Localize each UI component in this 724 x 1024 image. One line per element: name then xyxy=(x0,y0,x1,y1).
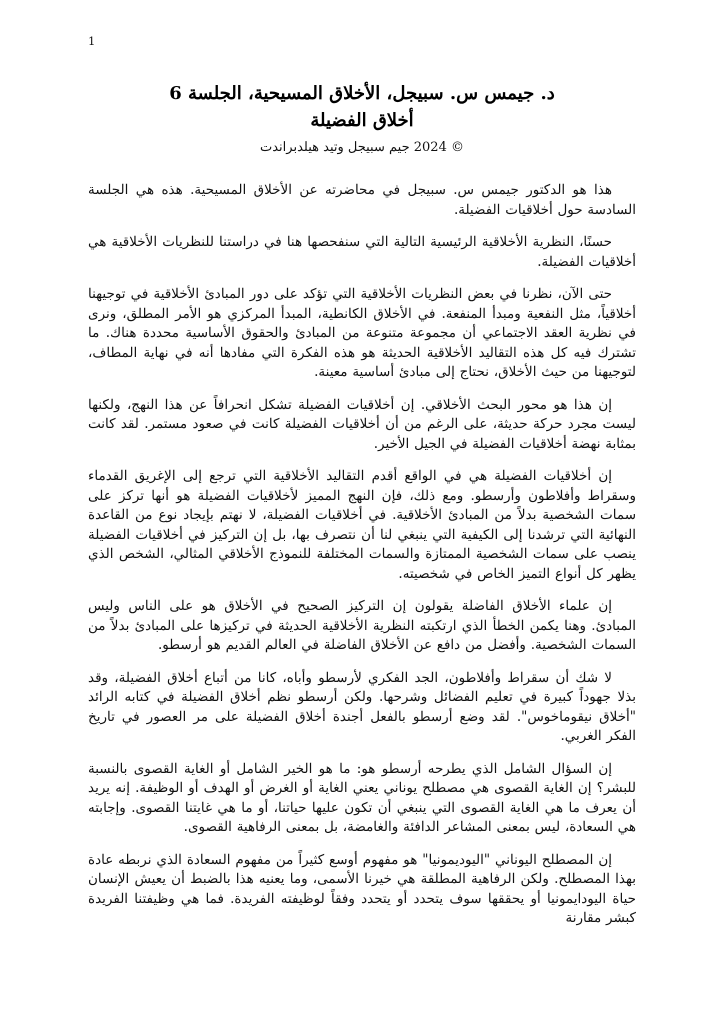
document-body xyxy=(88,181,636,929)
page-number: 1 xyxy=(88,34,96,48)
document-title: د. جيمس س. سبيجل، الأخلاق المسيحية، الجلسة 6 xyxy=(169,83,555,104)
paragraph: لا شك أن سقراط وأفلاطون، الجد الفكري لأرسطو وأباه، كانا من أتباع أخلاق الفضيلة، وقد بذلا جهوداً كبيرة في تعليم الفضائل وشرحها. ولكن أرسطو نظم أخلاق الفضيلة في كتابه الرائد "أخلاق نيقوماخوس". لقد وضع أرسطو بالفعل أجندة أخلاق الفضيلة على مر العصور في تاريخ الفكر الغربي. xyxy=(88,669,636,745)
paragraph: حسنًا، النظرية الأخلاقية الرئيسية التالية التي سنفحصها هنا في دراستنا للنظريات الأخلاقية هي أخلاقيات الفضيلة. xyxy=(88,234,636,270)
paragraph: إن علماء الأخلاق الفاضلة يقولون إن التركيز الصحيح في الأخلاق هو على الناس وليس المبادئ. وهنا يكمن الخطأ الذي ارتكبته النظرية الأخلاقية الحديثة في تركيزها على المبادئ بدلاً من السمات الشخصية. وأفضل من دافع عن الأخلاق الفاضلة في العالم القديم هو أرسطو. xyxy=(88,598,636,654)
paragraph: هذا هو الدكتور جيمس س. سبيجل في محاضرته عن الأخلاق المسيحية. هذه هي الجلسة السادسة حول أخلاقيات الفضيلة. xyxy=(88,182,636,218)
document-subtitle: أخلاق الفضيلة xyxy=(310,109,414,131)
paragraph: إن المصطلح اليوناني "اليوديمونيا" هو مفهوم أوسع كثيراً من مفهوم السعادة الذي نربطه عادة بهذا المصطلح. ولكن الرفاهية المطلقة هي خيرنا الأسمى، وما يعنيه هذا بالضبط أن يعيش الإنسان حياة اليودايمونيا أو يحققها سوف يتحدد أو يتحدد وفقاً لوظيفته الفريدة. فما هي وظيفتنا الفريدة كبشر مقارنة xyxy=(88,851,636,927)
copyright-line: © 2024 جيم سبيجل وتيد هيلدبراندت xyxy=(260,140,464,156)
paragraph: حتى الآن، نظرنا في بعض النظريات الأخلاقية التي تؤكد على دور المبادئ الأخلاقية في توجيهنا أخلاقياً، مثل النفعية ومبدأ المنفعة. في الأخلاق الكانطية، المبدأ المركزي هو الأمر المطلق، ونرى في نظرية العقد الاجتماعي أن مجموعة متنوعة من المبادئ والحقوق الأساسية محددة هناك. ما تشترك فيه كل هذه التقاليد الأخلاقية الحديثة هو هذه الفكرة التي مفادها أنه في نهاية المطاف، لتوجيهنا من حيث الأخلاق، نحتاج إلى مبادئ أساسية معينة. xyxy=(88,286,636,381)
paragraph: إن هذا هو محور البحث الأخلاقي. إن أخلاقيات الفضيلة تشكل انحرافاً عن هذا النهج، ولكنها ليست مجرد حركة حديثة، على الرغم من أن أخلاقيات الفضيلة كانت في صعود مستمر. لقد كانت بمثابة نهضة أخلاقيات الفضيلة في الجيل الأخير. xyxy=(88,396,636,452)
paragraph: إن السؤال الشامل الذي يطرحه أرسطو هو: ما هو الخير الشامل أو الغاية القصوى بالنسبة للبشر؟ إن الغاية القصوى هي مصطلح يوناني يعني الغاية أو الغرض أو الهدف أو الوظيفة. إنه يريد أن يعرف ما هي الغاية القصوى التي ينبغي أن تكون عليها حياتنا، أو ما هي غايتنا القصوى. وإجابته هي السعادة، ليس بمعنى المشاعر الدافئة والغامضة، بل بمعنى الرفاهية القصوى. xyxy=(88,760,636,836)
paragraph: إن أخلاقيات الفضيلة هي في الواقع أقدم التقاليد الأخلاقية التي ترجع إلى الإغريق القدماء وسقراط وأفلاطون وأرسطو. ومع ذلك، فإن النهج المميز لأخلاقيات الفضيلة هو أنها تركز على سمات الشخصية بدلاً من المبادئ الأخلاقية. في أخلاقيات الفضيلة، لا نهتم بإيجاد نوع من القاعدة النهائية التي ترشدنا إلى الكيفية التي ينبغي لنا أن نتصرف بها، بل إن التركيز في أخلاقيات الفضيلة ينصب على سمات الشخصية الممتازة والسمات المختلفة للنموذج الأخلاقي المثالي، الشخص الذي يظهر كل أنواع التميز الخاص في شخصيته. xyxy=(88,468,636,582)
